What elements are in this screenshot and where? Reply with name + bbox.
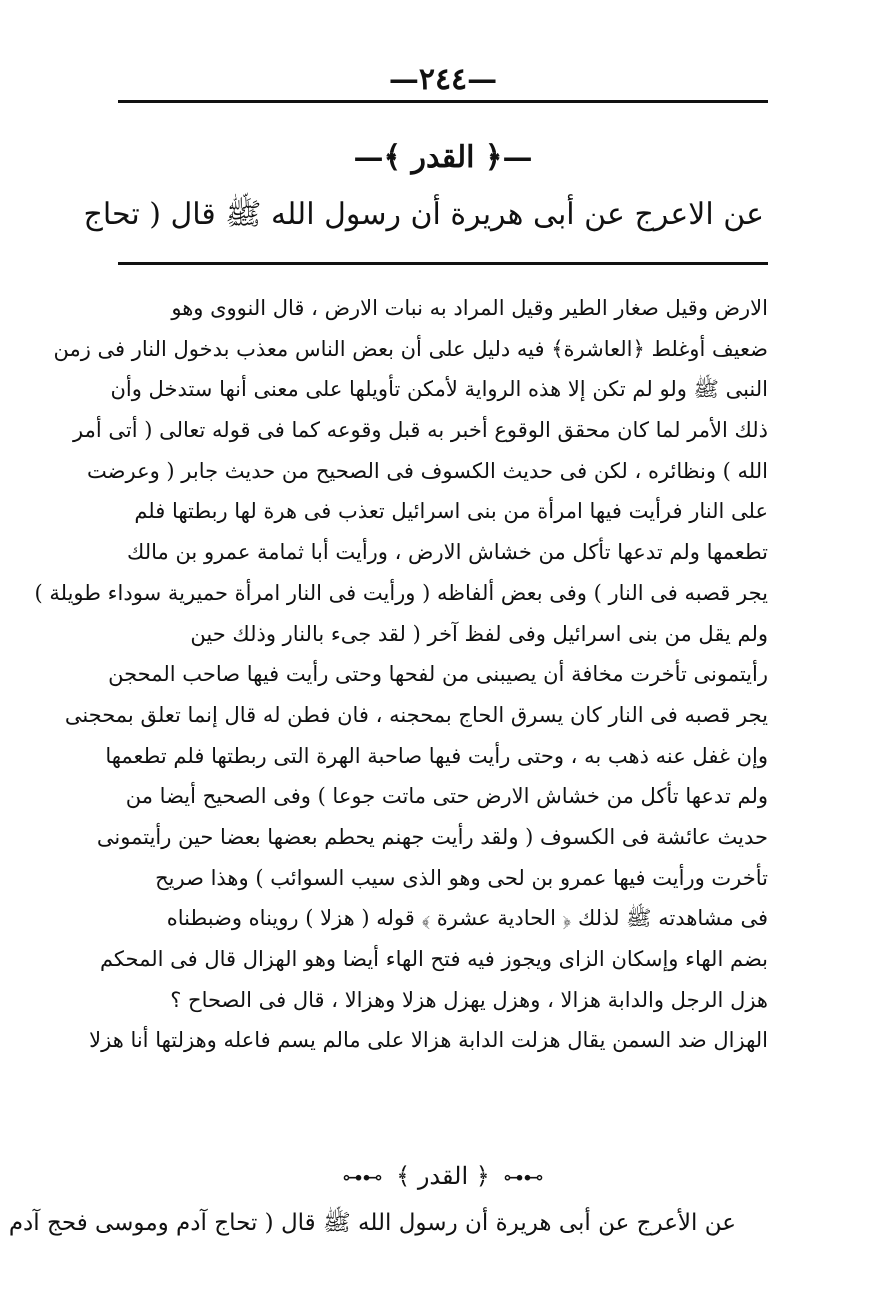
- body-line: تأخرت ورأيت فيها عمرو بن لحى وهو الذى سيب السوائب ) وهذا صريح: [155, 865, 768, 890]
- body-line: هزل الرجل والدابة هزالا ، وهزل يهزل هزلا وهزالا ، قال فى الصحاح ؟: [170, 987, 768, 1012]
- body-line: يجر قصبه فى النار ) وفى بعض ألفاظه ( ورأيت فى النار امرأة حميرية سوداء طويلة ): [34, 580, 768, 605]
- top-rule: [118, 100, 768, 103]
- body-line: فى مشاهدته ﷺ لذلك ﴿ الحادية عشرة ﴾ قوله ( هزلا ) رويناه وضبطناه: [166, 906, 768, 931]
- body-line: رأيتمونى تأخرت مخافة أن يصيبنى من لفحها وحتى رأيت فيها صاحب المحجن: [108, 662, 768, 687]
- body-line: تطعمها ولم تدعها تأكل من خشاش الارض ، ورأيت أبا ثمامة عمرو بن مالك: [127, 540, 768, 565]
- body-line: الهزال ضد السمن يقال هزلت الدابة هزالا على مالم يسم فاعله وهزلتها أنا هزلا: [89, 1028, 768, 1053]
- section-rule: [118, 262, 768, 265]
- body-line: النبى ﷺ ولو لم تكن إلا هذه الرواية لأمكن تأويلها على معنى أنها ستدخل وأن: [110, 377, 768, 402]
- chapter-heading: —﴿ القدر ﴾—: [353, 140, 533, 175]
- body-line: ولم يقل من بنى اسرائيل وفى لفظ آخر ( لقد جىء بالنار وذلك حين: [190, 621, 768, 646]
- body-line: على النار فرأيت فيها امرأة من بنى اسرائيل تعذب فى هرة لها ربطتها فلم: [134, 499, 768, 524]
- page-number: —٢٤٤—: [388, 62, 498, 97]
- hadith-opening-line: عن الاعرج عن أبى هريرة أن رسول الله ﷺ قال ( تحاج: [83, 197, 764, 232]
- body-line: يجر قصبه فى النار كان يسرق الحاج بمحجنه ، فان فطن له قال إنما تعلق بمحجنى: [64, 702, 768, 727]
- next-section-heading: [0, 1162, 886, 1190]
- body-line: الارض وقيل صغار الطير وقيل المراد به نبات الارض ، قال النووى وهو: [171, 296, 768, 320]
- next-hadith-line: عن الأعرج عن أبى هريرة أن رسول الله ﷺ قال ( تحاج آدم وموسى فحج آدم: [8, 1210, 736, 1236]
- body-line: ولم تدعها تأكل من خشاش الارض حتى ماتت جوعا ) وفى الصحيح أيضا من: [125, 784, 768, 809]
- next-section-title: ﴿ القدر ﴾: [396, 1162, 490, 1190]
- ornament-icon: ⊶⊷: [503, 1165, 544, 1189]
- body-line: وإن غفل عنه ذهب به ، وحتى رأيت فيها صاحبة الهرة التى ربطتها فلم تطعمها: [105, 743, 768, 768]
- body-line: الله ) ونظائره ، لكن فى حديث الكسوف فى الصحيح من حديث جابر ( وعرضت: [87, 458, 768, 483]
- body-line: ضعيف أوغلط ﴿العاشرة﴾ فيه دليل على أن بعض الناس معذب بدخول النار فى زمن: [53, 336, 768, 361]
- body-line: حديث عائشة فى الكسوف ( ولقد رأيت جهنم يحطم بعضها بعضا حين رأيتمونى: [96, 824, 768, 849]
- commentary-body: [34, 288, 768, 1061]
- body-line: بضم الهاء وإسكان الزاى ويجوز فيه فتح الهاء أيضا وهو الهزال قال فى المحكم: [99, 947, 768, 971]
- ornament-icon: ⊶⊷: [342, 1165, 383, 1189]
- body-line: ذلك الأمر لما كان محقق الوقوع أخبر به قبل وقوعه كما فى قوله تعالى ( أتى أمر: [73, 418, 768, 443]
